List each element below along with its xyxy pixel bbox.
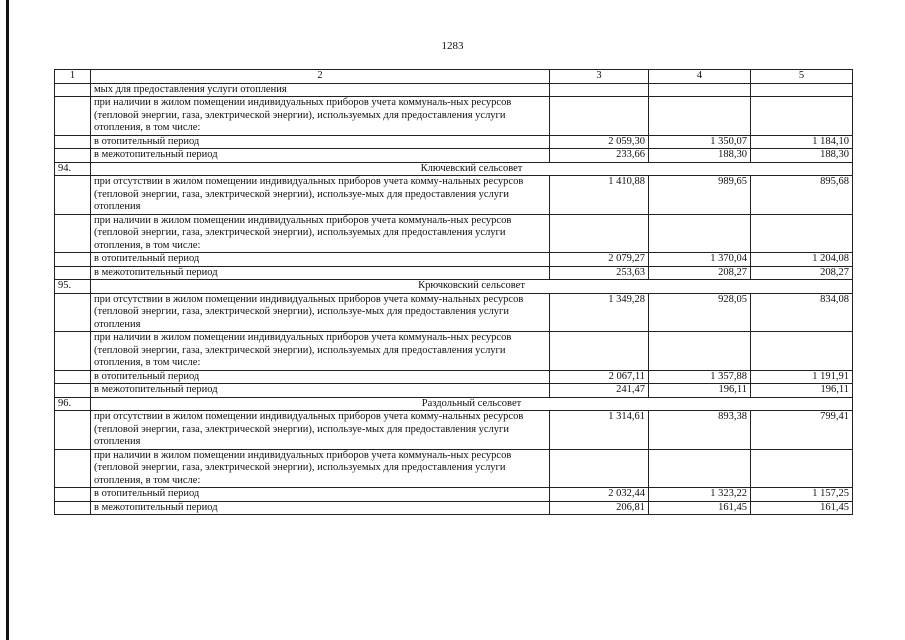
num-cell: [55, 253, 91, 267]
table-row: [55, 83, 853, 97]
num-cell: [55, 449, 91, 488]
num-cell: [55, 149, 91, 163]
description-cell: в межотопительный период: [91, 384, 550, 398]
description-cell: в отопительный период: [91, 488, 550, 502]
header-cell: 2: [91, 70, 550, 84]
description-cell: в отопительный период: [91, 253, 550, 267]
value-cell: 253,63: [550, 266, 649, 280]
num-cell: [55, 83, 91, 97]
value-cell: 188,30: [649, 149, 751, 163]
num-cell: [55, 97, 91, 136]
table-row: [55, 266, 853, 280]
header-row: [55, 70, 853, 84]
header-cell: 5: [751, 70, 853, 84]
value-cell: 206,81: [550, 501, 649, 515]
table-row: [55, 293, 853, 332]
table-row: [55, 97, 853, 136]
table-row: [55, 214, 853, 253]
num-cell: [55, 411, 91, 450]
description-cell: в межотопительный период: [91, 149, 550, 163]
value-cell: [550, 449, 649, 488]
value-cell: 1 184,10: [751, 135, 853, 149]
description-cell: в межотопительный период: [91, 501, 550, 515]
value-cell: [751, 449, 853, 488]
table-row: [55, 501, 853, 515]
table-row: [55, 162, 853, 176]
table-row: [55, 332, 853, 371]
table-row: [55, 370, 853, 384]
value-cell: 188,30: [751, 149, 853, 163]
value-cell: 928,05: [649, 293, 751, 332]
header-cell: 3: [550, 70, 649, 84]
description-cell: при отсутствии в жилом помещении индивидуальных приборов учета комму-нальных ресурсов (тепловой энергии, газа, электрической энергии), используе-мых для предоставления услуги отопления: [91, 176, 550, 215]
value-cell: 2 079,27: [550, 253, 649, 267]
num-cell: 96.: [55, 397, 91, 411]
value-cell: [751, 214, 853, 253]
num-cell: [55, 488, 91, 502]
table-row: [55, 449, 853, 488]
num-cell: [55, 384, 91, 398]
num-cell: [55, 214, 91, 253]
page-edge-bar: [6, 0, 9, 640]
value-cell: 989,65: [649, 176, 751, 215]
value-cell: 893,38: [649, 411, 751, 450]
value-cell: 196,11: [649, 384, 751, 398]
num-cell: [55, 370, 91, 384]
council-name-cell: Ключевский сельсовет: [91, 162, 853, 176]
value-cell: 799,41: [751, 411, 853, 450]
num-cell: [55, 501, 91, 515]
description-cell: при наличии в жилом помещении индивидуальных приборов учета коммуналь-ных ресурсов (тепловой энергии, газа, электрической энергии), используемых для предоставления услуги отопления, в том числе:: [91, 214, 550, 253]
value-cell: 161,45: [649, 501, 751, 515]
description-cell: при наличии в жилом помещении индивидуальных приборов учета коммуналь-ных ресурсов (тепловой энергии, газа, электрической энергии), используемых для предоставления услуги отопления, в том числе:: [91, 449, 550, 488]
value-cell: 2 067,11: [550, 370, 649, 384]
page-number: 1283: [441, 40, 464, 52]
value-cell: 208,27: [751, 266, 853, 280]
value-cell: 1 204,08: [751, 253, 853, 267]
value-cell: 1 349,28: [550, 293, 649, 332]
table-row: [55, 384, 853, 398]
header-cell: 4: [649, 70, 751, 84]
value-cell: 1 370,04: [649, 253, 751, 267]
value-cell: 1 350,07: [649, 135, 751, 149]
value-cell: 834,08: [751, 293, 853, 332]
description-cell: при отсутствии в жилом помещении индивидуальных приборов учета комму-нальных ресурсов (тепловой энергии, газа, электрической энергии), используе-мых для предоставления услуги отопления: [91, 411, 550, 450]
tariff-table: [54, 69, 853, 515]
description-cell: в отопительный период: [91, 370, 550, 384]
value-cell: [649, 214, 751, 253]
num-cell: [55, 332, 91, 371]
value-cell: 1 357,88: [649, 370, 751, 384]
header-cell: 1: [55, 70, 91, 84]
value-cell: 2 032,44: [550, 488, 649, 502]
table-row: [55, 488, 853, 502]
council-name-cell: Раздольный сельсовет: [91, 397, 853, 411]
value-cell: [751, 332, 853, 371]
num-cell: [55, 176, 91, 215]
num-cell: 94.: [55, 162, 91, 176]
table-row: [55, 135, 853, 149]
description-cell: при наличии в жилом помещении индивидуальных приборов учета коммуналь-ных ресурсов (тепловой энергии, газа, электрической энергии), используемых для предоставления услуги отопления, в том числе:: [91, 97, 550, 136]
table-row: [55, 253, 853, 267]
num-cell: [55, 135, 91, 149]
value-cell: 895,68: [751, 176, 853, 215]
value-cell: 1 410,88: [550, 176, 649, 215]
value-cell: 2 059,30: [550, 135, 649, 149]
value-cell: 208,27: [649, 266, 751, 280]
value-cell: 233,66: [550, 149, 649, 163]
value-cell: [649, 332, 751, 371]
table-row: [55, 149, 853, 163]
description-cell: при наличии в жилом помещении индивидуальных приборов учета коммуналь-ных ресурсов (тепловой энергии, газа, электрической энергии), используемых для предоставления услуги отопления, в том числе:: [91, 332, 550, 371]
value-cell: 1 157,25: [751, 488, 853, 502]
table-row: [55, 176, 853, 215]
num-cell: 95.: [55, 280, 91, 294]
table-row: [55, 397, 853, 411]
value-cell: 241,47: [550, 384, 649, 398]
description-cell: в межотопительный период: [91, 266, 550, 280]
table-row: [55, 280, 853, 294]
table-row: [55, 411, 853, 450]
description-cell: при отсутствии в жилом помещении индивидуальных приборов учета комму-нальных ресурсов (тепловой энергии, газа, электрической энергии), используе-мых для предоставления услуги отопления: [91, 293, 550, 332]
num-cell: [55, 293, 91, 332]
council-name-cell: Крючковский сельсовет: [91, 280, 853, 294]
value-cell: 196,11: [751, 384, 853, 398]
description-cell: в отопительный период: [91, 135, 550, 149]
value-cell: [550, 214, 649, 253]
value-cell: 1 191,91: [751, 370, 853, 384]
value-cell: 161,45: [751, 501, 853, 515]
num-cell: [55, 266, 91, 280]
value-cell: [649, 449, 751, 488]
value-cell: 1 323,22: [649, 488, 751, 502]
value-cell: 1 314,61: [550, 411, 649, 450]
description-cell: мых для предоставления услуги отопления: [91, 83, 550, 97]
value-cell: [550, 332, 649, 371]
